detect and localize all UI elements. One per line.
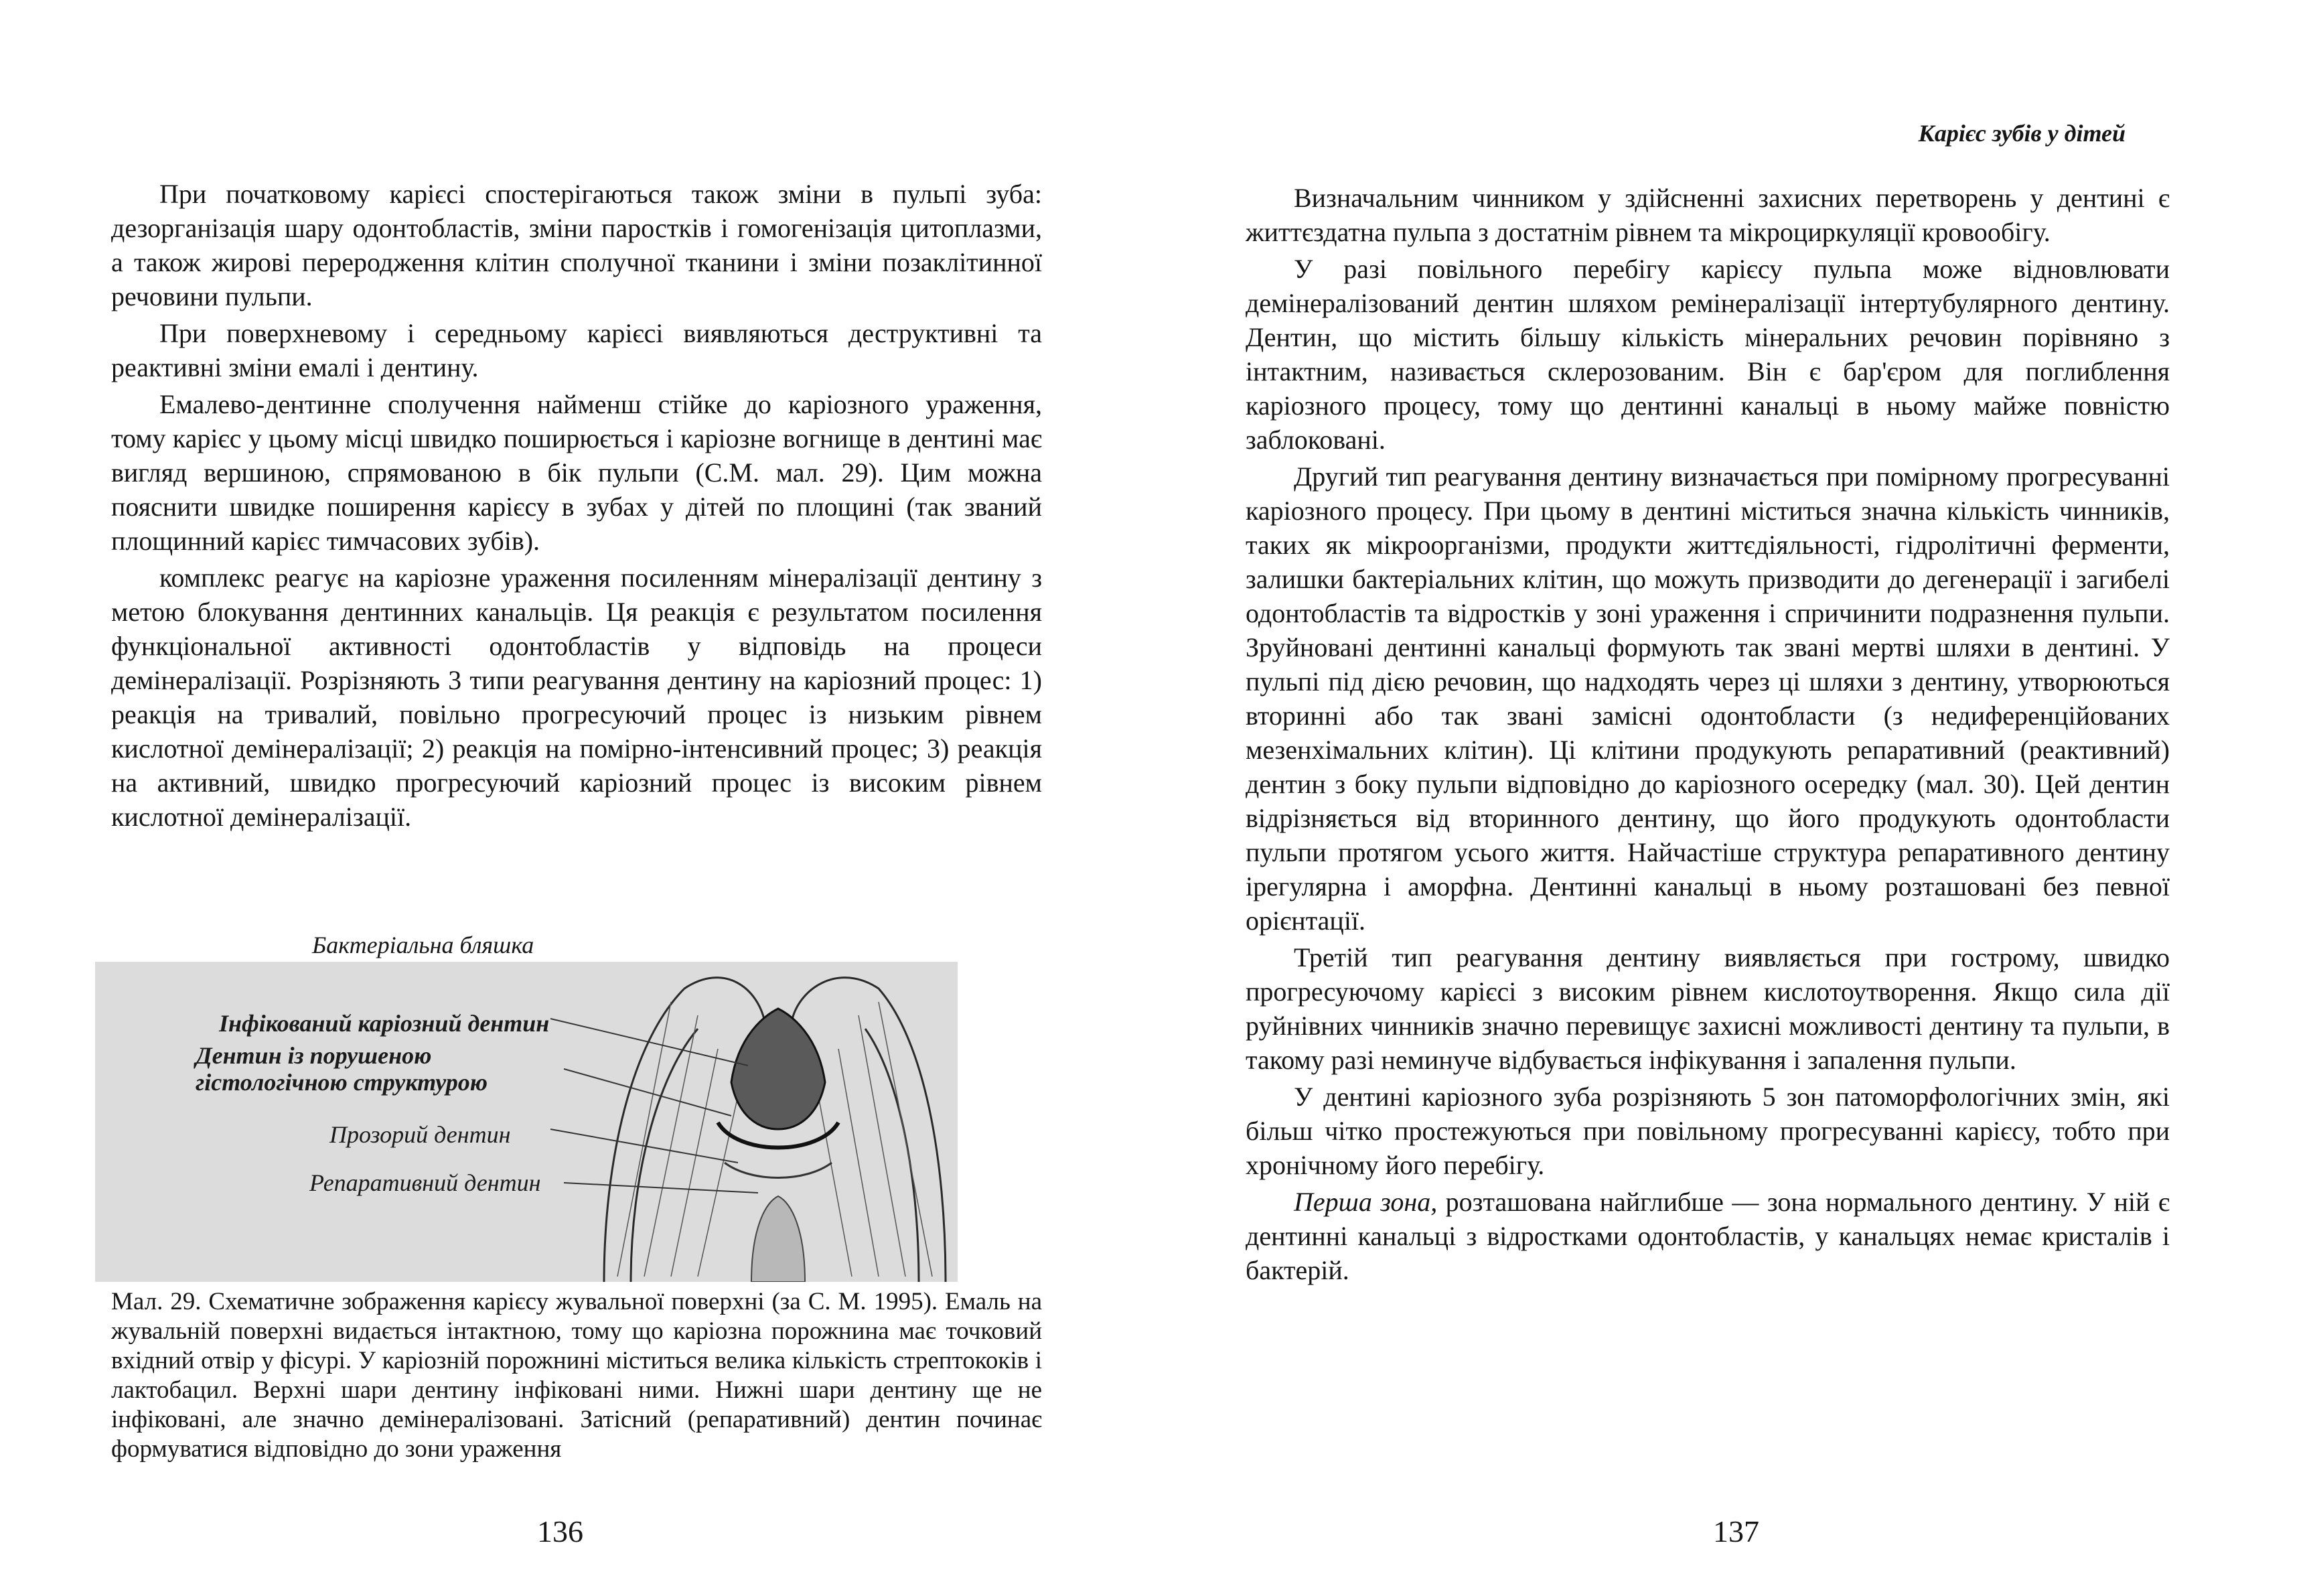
paragraph: При початковому карієсі спостерігаються також зміни в пульпі зуба: дезорганізація шару одонтобластів, зміни паростків і гомогенізація цитоплазми, а також жирові переродження клітин сполучної тканини і зміни позаклітинної речовини пульпи. bbox=[111, 179, 1042, 311]
pulp-zone bbox=[751, 1196, 805, 1282]
right-body-text bbox=[1246, 181, 2170, 1290]
paragraph-rest: розташована найглибше — зона нормального дентину. У ній є дентинні канальці з відростками одонтобластів, у канальцях немає кристалів і бактерій. bbox=[1246, 1187, 2170, 1285]
infected-dentin-zone bbox=[731, 1009, 825, 1129]
tooth-right-cusp bbox=[792, 978, 946, 1282]
figure-title: Бактеріальна бляшка bbox=[312, 932, 534, 958]
right-page bbox=[1152, 0, 2305, 1596]
tooth-left-cusp bbox=[604, 978, 765, 1282]
running-header: Карієс зубів у дітей bbox=[1918, 120, 2126, 147]
paragraph: комплекс реагує на каріозне ураження посиленням мінералізації дентину з метою блокування дентинних канальців. Ця реакція є результатом посилення функціональної активності одонтобластів у відповідь на процеси демінералізації. Розрізняють 3 типи реагування дентину на каріозний процес: 1) реакція на тривалий, повільно прогресуючий процес із низьким рівнем кислотної демінералізації; 2) реакція на помірно-інтенсивний процес; 3) реакція на активний, швидко прогресуючий каріозний процес із високим рівнем кислотної демінералізації. bbox=[111, 563, 1042, 832]
left-body-text bbox=[111, 177, 1042, 837]
paragraph: При поверхневому і середньому карієсі виявляються деструктивні та реактивні зміни емалі і дентину. bbox=[111, 318, 1042, 382]
paragraph bbox=[1246, 1185, 2170, 1287]
paragraph: Визначальним чинником у здійсненні захисних перетворень у дентині є життєздатна пульпа з достатнім рівнем та мікроциркуляції кровообігу. bbox=[1246, 183, 2170, 247]
transparent-dentin-label: Прозорий дентин bbox=[329, 1121, 511, 1148]
paragraph: Другий тип реагування дентину визначається при помірному прогресуванні каріозного процесу. При цьому в дентині міститься значна кількість чинників, таких як мікроорганізми, продукти життєдіяльності, гідролітичні ферменти, залишки бактеріальних клітин, що можуть призводити до дегенерації і загибелі одонтобластів та відростків у зоні ураження і спричинити подразнення пульпи. Зруйновані дентинні канальці формують так звані мертві шляхи в дентині. У пульпі під дією речовин, що надходять через ці шляхи з дентину, утворюються вторинні або так звані замісні одонтобласти (з недиференційованих мезенхімальних клітин). Ці клітини продукують репаративний (реактивний) дентин з боку пульпи відповідно до каріозного осередку (мал. 30). Цей дентин відрізняється від вторинного дентину, що його продукують одонтобласти пульпи протягом усього життя. Найчастіше структура репаративного дентину ірегулярна і аморфна. Дентинні канальці в ньому розташовані без певної орієнтації. bbox=[1246, 461, 2170, 936]
tooth-figure bbox=[95, 962, 958, 1282]
page-number-left: 136 bbox=[537, 1514, 583, 1548]
left-page bbox=[0, 0, 1152, 1596]
paragraph: Третій тип реагування дентину виявляється при гострому, швидко прогресуючому карієсі з високим рівнем кислотоутворення. Якщо сила дії руйнівних чинників значно перевищує захисні можливості дентину та пульпи, в такому разі неминуче відбувається інфікування і запалення пульпи. bbox=[1246, 942, 2170, 1075]
paragraph: Емалево-дентинне сполучення найменш стійке до каріозного ураження, тому карієс у цьому місці швидко поширюється і каріозне вогнище в дентині має вигляд вершиною, спрямованою в бік пульпи (С.М. мал. 29). Цим можна пояснити швидке поширення карієсу в зубах у дітей по площині (так званий площинний карієс тимчасових зубів). bbox=[111, 389, 1042, 556]
paragraph-lead: Перша зона, bbox=[1294, 1187, 1438, 1217]
disturbed-dentin-label: Дентин із порушеною гістологічною структурою bbox=[196, 1042, 488, 1096]
transparent-dentin-zone bbox=[725, 1163, 832, 1178]
figure-caption: Мал. 29. Схематичне зображення карієсу жувальної поверхні (за С. М. 1995). Емаль на жувальній поверхні видається інтактною, тому що каріозна порожнина має точковий вхідний отвір у фісурі. У каріозній порожнині міститься велика кількість стрептококів і лактобацил. Верхні шари дентину інфіковані ними. Нижні шари дентину ще не інфіковані, але значно демінералізовані. Затісний (репаративний) дентин починає формуватися відповідно до зони ураження bbox=[111, 1288, 1042, 1463]
paragraph: У дентині каріозного зуба розрізняють 5 зон патоморфологічних змін, які більш чітко простежуються при повільному прогресуванні карієсу, тобто при хронічному його перебігу. bbox=[1246, 1082, 2170, 1180]
infected-dentin-label: Інфікований каріозний дентин bbox=[219, 1010, 550, 1037]
reparative-dentin-label: Репаративний дентин bbox=[309, 1169, 541, 1196]
page-number-right: 137 bbox=[1713, 1514, 1759, 1548]
paragraph: У разі повільного перебігу карієсу пульпа може відновлювати демінералізований дентин шляхом ремінералізації інтертубулярного дентину. Дентин, що містить більшу кількість мінеральних речовин порівняно з інтактним, називається склерозованим. Він є бар'єром для поглиблення каріозного процесу, тому що дентинні канальці в ньому майже повністю заблоковані. bbox=[1246, 254, 2170, 455]
